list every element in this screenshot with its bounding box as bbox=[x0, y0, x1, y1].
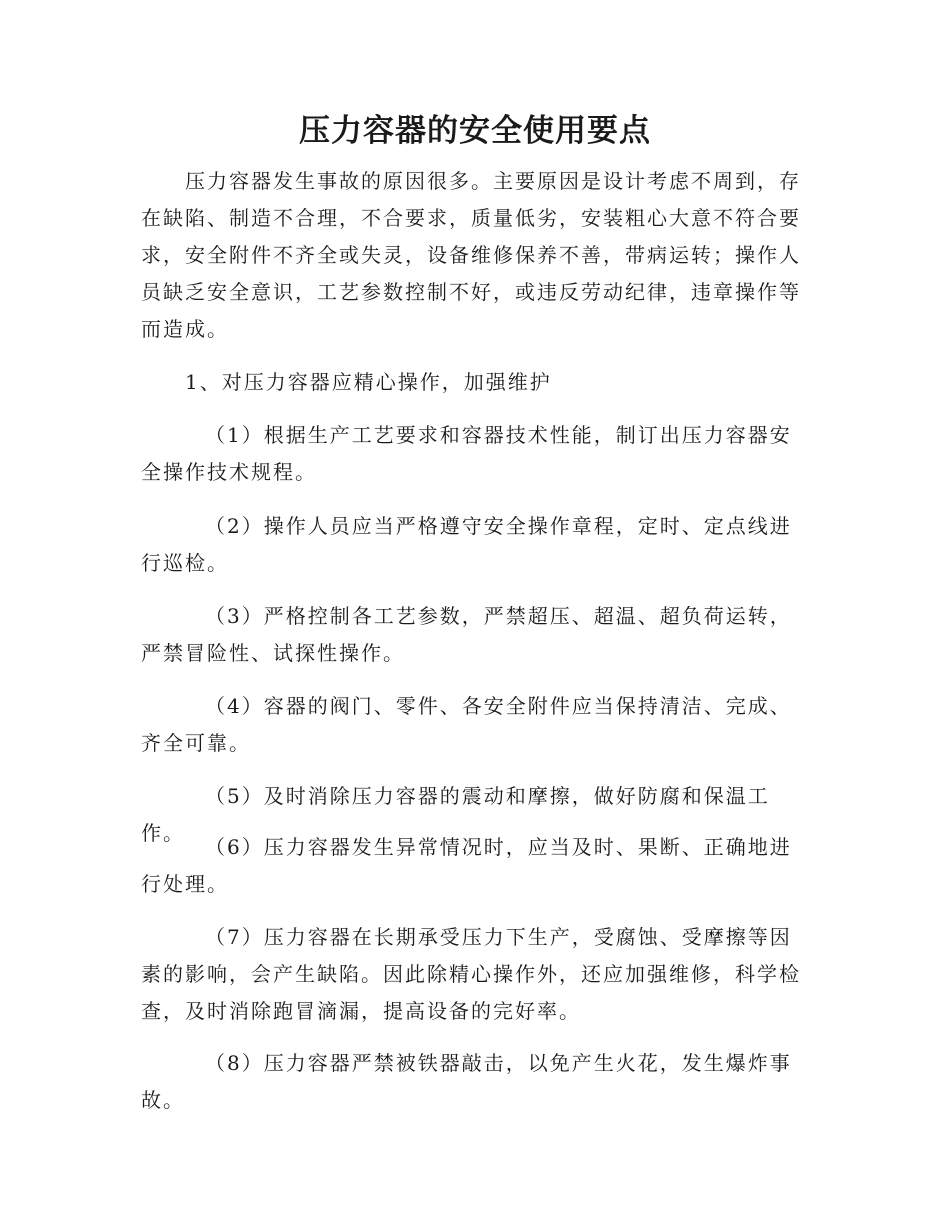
list-item-8: （8）压力容器严禁被铁器敲击，以免产生火花，发生爆炸事故。 bbox=[141, 1051, 792, 1112]
document-title: 压力容器的安全使用要点 bbox=[299, 113, 651, 149]
list-item-6: （6）压力容器发生异常情况时，应当及时、果断、正确地进行处理。 bbox=[141, 835, 792, 896]
list-item-3: （3）严格控制各工艺参数，严禁超压、超温、超负荷运转，严禁冒险性、试探性操作。 bbox=[141, 604, 792, 665]
list-item-2: （2）操作人员应当严格遵守安全操作章程，定时、定点线进行巡检。 bbox=[141, 514, 792, 575]
list-item-4: （4）容器的阀门、零件、各安全附件应当保持清洁、完成、齐全可靠。 bbox=[141, 694, 792, 755]
list-item-1: （1）根据生产工艺要求和容器技术性能，制订出压力容器安全操作技术规程。 bbox=[141, 423, 792, 484]
list-item-7: （7）压力容器在长期承受压力下生产，受腐蚀、受摩擦等因素的影响，会产生缺陷。因此除精心操作外，还应加强维修，科学检查，及时消除跑冒滴漏，提高设备的完好率。 bbox=[141, 925, 801, 1023]
intro-paragraph: 压力容器发生事故的原因很多。主要原因是设计考虑不周到，存在缺陷、制造不合理，不合要求，质量低劣，安装粗心大意不符合要求，安全附件不齐全或失灵，设备维修保养不善，带病运转；操作人员缺乏安全意识，工艺参数控制不好，或违反劳动纪律，违章操作等而造成。 bbox=[141, 169, 801, 341]
list-item-5: （5）及时消除压力容器的震动和摩擦，做好防腐和保温工作。 bbox=[141, 784, 770, 845]
section-heading: 1、对压力容器应精心操作，加强维护 bbox=[185, 370, 552, 394]
